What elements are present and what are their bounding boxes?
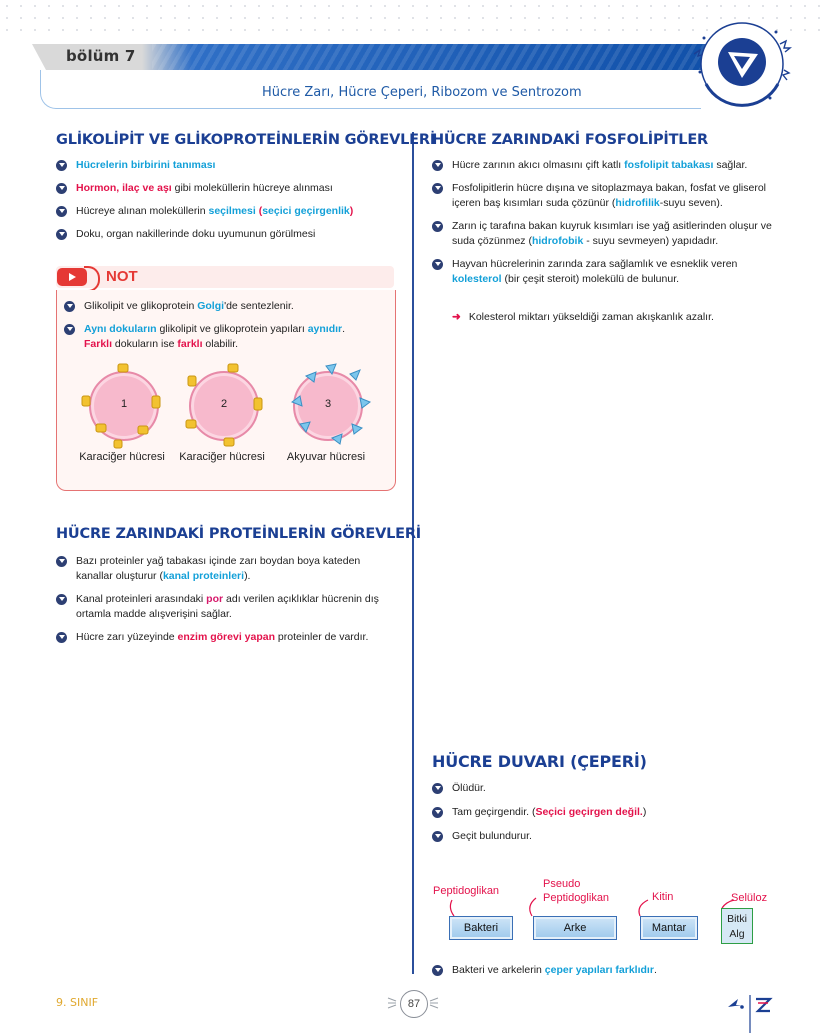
label-cellulose: Selüloz — [731, 892, 768, 904]
section-title-proteins: HÜCRE ZARINDAKİ PROTEİNLERİN GÖREVLERİ — [56, 526, 421, 542]
triangle-bullet-icon — [432, 831, 443, 842]
arrow-right-icon: ➜ — [452, 311, 461, 323]
note-label: NOT — [106, 268, 138, 285]
triangle-bullet-icon — [432, 807, 443, 818]
triangle-bullet-icon — [64, 324, 75, 335]
list-item: Hücre zarının akıcı olmasını çift katlı fosfolipit tabakası sağlar. — [432, 158, 774, 173]
triangle-bullet-icon — [432, 259, 443, 270]
triangle-bullet-icon — [432, 221, 443, 232]
publisher-badge-icon — [684, 14, 794, 110]
cell-wall-final-list — [432, 963, 774, 986]
cell-diagram-3: 3 — [293, 371, 363, 441]
list-item: Aynı dokuların glikolipit ve glikoprotein yapıları aynıdır. Farklı dokuların ise farklı olabilir. — [64, 322, 384, 352]
list-item: Zarın iç tarafına bakan kuyruk kısımları ise yağ asitlerinden oluşur ve suda çözünmez (hidrofobik - suyu sevmeyen) yapıdadır. — [432, 219, 774, 249]
list-item: Doku, organ nakillerinde doku uyumunun görülmesi — [56, 227, 396, 242]
triangle-bullet-icon — [56, 229, 67, 240]
grade-label: 9. SINIF — [56, 996, 99, 1009]
cell-wall-list — [432, 781, 774, 852]
section-title-glycolipid: GLİKOLİPİT VE GLİKOPROTEİNLERİN GÖREVLERİ — [56, 132, 436, 148]
cell-caption: Karaciğer hücresi — [79, 451, 165, 463]
chapter-label: bölüm 7 — [66, 47, 136, 65]
page-topic-title: Hücre Zarı, Hücre Çeperi, Ribozom ve Sentrozom — [262, 85, 582, 100]
list-item: Hormon, ilaç ve aşı gibi moleküllerin hücreye alınması — [56, 181, 396, 196]
list-item: Fosfolipitlerin hücre dışına ve sitoplazmaya bakan, fosfat ve gliserol içeren baş kısımları suda çözünür (hidrofilik-suyu seven). — [432, 181, 774, 211]
list-item: Hücrelerin birbirini tanıması — [56, 158, 396, 173]
triangle-bullet-icon — [432, 183, 443, 194]
video-play-icon[interactable] — [57, 268, 87, 286]
list-item: Glikolipit ve glikoprotein Golgi'de sentezlenir. — [64, 299, 384, 314]
list-item: Tam geçirgendir. (Seçici geçirgen değil.) — [432, 805, 774, 820]
triangle-bullet-icon — [56, 556, 67, 567]
organism-box: Bakteri — [449, 916, 513, 940]
list-item: Ölüdür. — [432, 781, 774, 796]
cell-caption: Karaciğer hücresi — [179, 451, 265, 463]
label-peptidoglycan: Peptidoglikan — [433, 885, 500, 897]
cell-caption: Akyuvar hücresi — [286, 451, 366, 463]
triangle-bullet-icon — [56, 206, 67, 217]
cell-diagram-1: 1 — [89, 371, 159, 441]
organism-box: Arke — [533, 916, 617, 940]
cell-diagram-2: 2 — [189, 371, 259, 441]
list-item: Bakteri ve arkelerin çeper yapıları farklıdır. — [432, 963, 774, 978]
plant-alga-box: Bitki Alg — [721, 908, 753, 944]
glycolipid-list — [56, 158, 396, 250]
column-divider — [412, 132, 414, 974]
section-title-cell-wall: HÜCRE DUVARI (ÇEPERİ) — [432, 752, 647, 771]
triangle-bullet-icon — [432, 783, 443, 794]
list-item: Hayvan hücrelerinin zarında zara sağlamlık ve esneklik veren kolesterol (bir çeşit steroit) molekülü de bulunur. — [432, 257, 774, 287]
video-arc-icon — [84, 266, 100, 292]
triangle-bullet-icon — [56, 594, 67, 605]
page-number: 87 — [400, 990, 428, 1018]
organism-box: Mantar — [640, 916, 698, 940]
triangle-bullet-icon — [56, 160, 67, 171]
chapter-bar — [32, 44, 732, 70]
triangle-bullet-icon — [432, 965, 443, 976]
label-chitin: Kitin — [652, 891, 674, 903]
list-item: Bazı proteinler yağ tabakası içinde zarı boydan boya kateden kanallar oluşturur (kanal proteinleri). — [56, 554, 396, 584]
sub-note: ➜ Kolesterol miktarı yükseldiği zaman akışkanlık azalır. — [452, 311, 714, 323]
publisher-logo-icon — [724, 993, 774, 1033]
triangle-bullet-icon — [64, 301, 75, 312]
cell-surface-markers — [80, 362, 380, 452]
proteins-list — [56, 554, 396, 653]
triangle-bullet-icon — [56, 632, 67, 643]
list-item: Hücreye alınan moleküllerin seçilmesi (seçici geçirgenlik) — [56, 204, 396, 219]
list-item: Hücre zarı yüzeyinde enzim görevi yapan proteinler de vardır. — [56, 630, 396, 645]
triangle-bullet-icon — [432, 160, 443, 171]
label-arrows — [440, 880, 760, 920]
label-pseudo-peptidoglycan: Pseudo Peptidoglikan — [543, 878, 610, 904]
section-title-phospholipids: HÜCRE ZARINDAKİ FOSFOLİPİTLER — [432, 132, 709, 148]
phospholipids-list — [432, 158, 774, 295]
triangle-bullet-icon — [56, 183, 67, 194]
note-list — [64, 299, 384, 360]
list-item: Kanal proteinleri arasındaki por adı verilen açıklıklar hücrenin dış ortamla madde alışverişini sağlar. — [56, 592, 396, 622]
list-item: Geçit bulundurur. — [432, 829, 774, 844]
